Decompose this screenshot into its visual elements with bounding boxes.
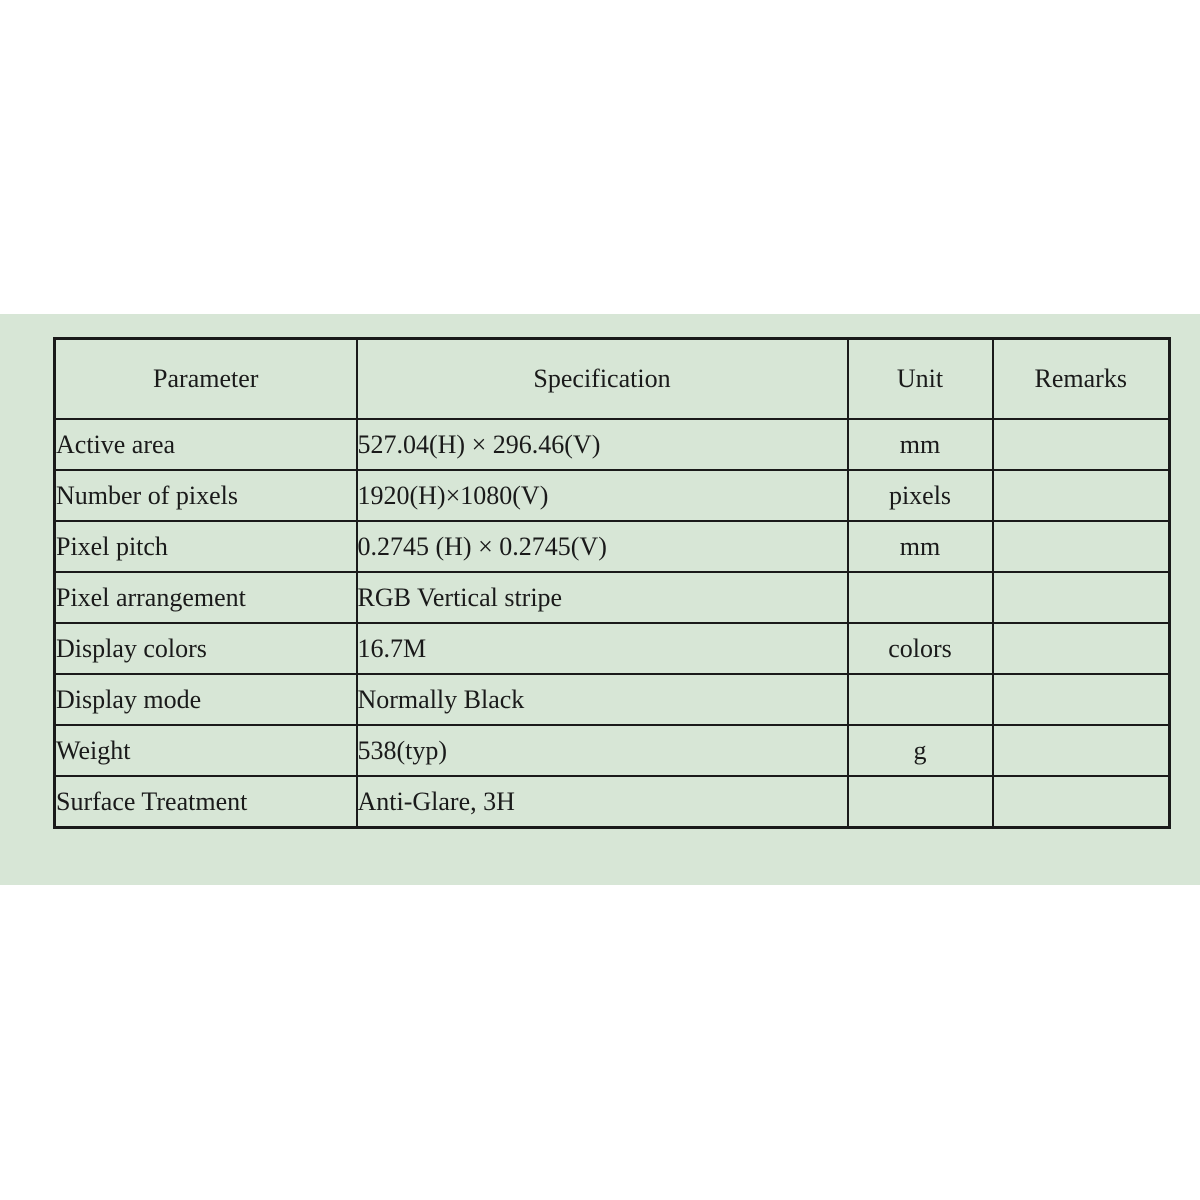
cell-specification: 1920(H)×1080(V) (357, 470, 848, 521)
table-row (55, 521, 1170, 572)
cell-parameter: Weight (55, 725, 357, 776)
cell-specification: 538(typ) (357, 725, 848, 776)
table-header-row (55, 339, 1170, 420)
table-row (55, 725, 1170, 776)
table-row (55, 572, 1170, 623)
cell-specification: RGB Vertical stripe (357, 572, 848, 623)
cell-unit (848, 776, 993, 828)
cell-remarks (993, 470, 1170, 521)
header-parameter: Parameter (55, 339, 357, 420)
cell-remarks (993, 572, 1170, 623)
cell-parameter: Pixel arrangement (55, 572, 357, 623)
table-row (55, 674, 1170, 725)
table-row (55, 776, 1170, 828)
header-remarks: Remarks (993, 339, 1170, 420)
cell-remarks (993, 419, 1170, 470)
cell-parameter: Pixel pitch (55, 521, 357, 572)
cell-unit: pixels (848, 470, 993, 521)
cell-remarks (993, 674, 1170, 725)
table-row (55, 470, 1170, 521)
cell-unit (848, 674, 993, 725)
cell-parameter: Surface Treatment (55, 776, 357, 828)
cell-parameter: Active area (55, 419, 357, 470)
cell-unit: g (848, 725, 993, 776)
cell-remarks (993, 521, 1170, 572)
table-row (55, 623, 1170, 674)
specification-table (53, 337, 1171, 829)
cell-remarks (993, 725, 1170, 776)
cell-specification: 527.04(H) × 296.46(V) (357, 419, 848, 470)
cell-specification: Anti-Glare, 3H (357, 776, 848, 828)
cell-remarks (993, 776, 1170, 828)
cell-parameter: Number of pixels (55, 470, 357, 521)
cell-specification: 16.7M (357, 623, 848, 674)
cell-parameter: Display colors (55, 623, 357, 674)
cell-specification: Normally Black (357, 674, 848, 725)
table-row (55, 419, 1170, 470)
cell-specification: 0.2745 (H) × 0.2745(V) (357, 521, 848, 572)
cell-unit: mm (848, 521, 993, 572)
header-unit: Unit (848, 339, 993, 420)
cell-parameter: Display mode (55, 674, 357, 725)
cell-remarks (993, 623, 1170, 674)
header-specification: Specification (357, 339, 848, 420)
cell-unit: colors (848, 623, 993, 674)
cell-unit: mm (848, 419, 993, 470)
cell-unit (848, 572, 993, 623)
